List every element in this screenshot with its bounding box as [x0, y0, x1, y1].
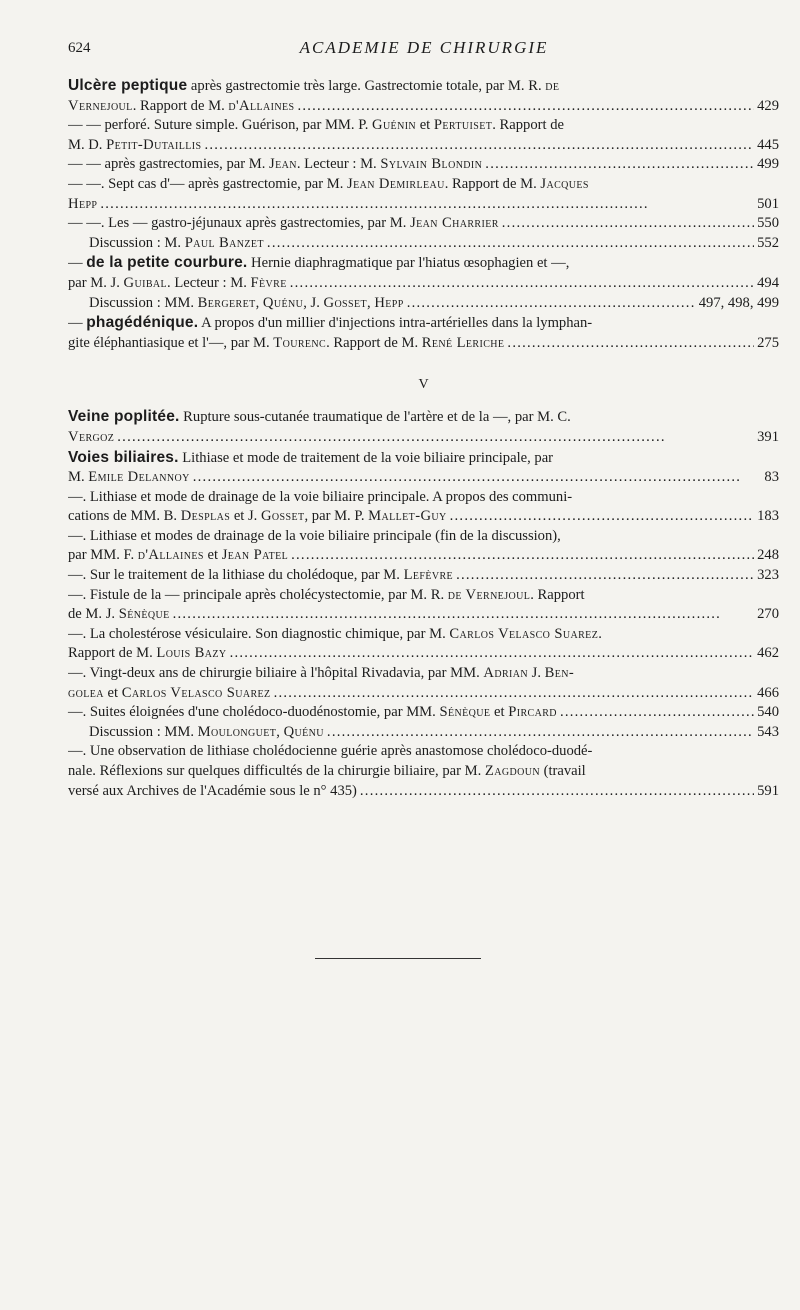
page-reference: 466 [757, 684, 779, 701]
leader-dots [485, 155, 754, 175]
author-name: Hepp [68, 195, 98, 212]
leader-dots [117, 428, 754, 448]
page-reference: 270 [757, 606, 779, 623]
author-name: Desplas [180, 508, 231, 525]
author-name: Pircard [508, 704, 557, 721]
author-name: Sénèque [439, 704, 491, 721]
author-name: Gosset [260, 508, 305, 525]
index-entry [68, 116, 779, 155]
entry-text: , par M. P. [304, 508, 369, 525]
end-rule [315, 958, 481, 959]
author-name: golea [68, 684, 104, 701]
entry-text: —. Vingt-deux ans de chirurgie biliaire à l'hôpital Rivadavia, par MM. [68, 665, 484, 682]
leader-dots [456, 566, 754, 586]
author-name: d'Allaines [228, 97, 295, 114]
author-name: Paul Banzet [184, 234, 264, 251]
index-entry [68, 625, 779, 664]
page-reference: 323 [757, 567, 779, 584]
page-reference: 429 [757, 97, 779, 114]
entry-text: . Rapport de M. [326, 334, 422, 351]
entry-text: et [416, 117, 434, 134]
index-entry [68, 407, 779, 447]
entry-text: nale. Réflexions sur quelques difficultés de la chirurgie biliaire, par M. [68, 763, 485, 779]
page-reference: 248 [757, 547, 779, 564]
page-reference: 83 [764, 469, 779, 486]
leader-dots [327, 723, 754, 743]
entry-text: —. Suites éloignées d'une cholédoco-duodénostomie, par MM. [68, 704, 440, 721]
entry-text: — — perforé. Suture simple. Guérison, par MM. P. [68, 117, 372, 134]
page-reference: 494 [757, 274, 779, 291]
entry-keyword: phagédénique. [86, 314, 199, 332]
index-entry [68, 313, 779, 353]
entry-text: Discussion : MM. [89, 723, 198, 740]
leader-dots [274, 684, 755, 704]
author-name: Guibal [123, 274, 168, 291]
author-name: Zagdoun [484, 763, 540, 779]
author-name: Vergoz [68, 428, 115, 445]
entry-text: . Rapport de M. [444, 175, 541, 192]
author-name: de [545, 78, 560, 94]
entry-text: . [598, 625, 602, 642]
entry-text: — [68, 255, 87, 272]
author-name: Bergeret [197, 294, 256, 311]
leader-dots [407, 294, 696, 314]
entry-keyword: de la petite courbure. [86, 254, 248, 272]
entry-text: gite éléphantiasique et l'—, par M. [68, 334, 274, 351]
entry-text: M. [68, 469, 89, 486]
page-reference: 543 [757, 723, 779, 740]
page-reference: 462 [757, 645, 779, 662]
leader-dots [291, 546, 754, 566]
entry-text: Rapport de M. [68, 645, 157, 662]
entry-text: Discussion : M. [89, 234, 185, 251]
entry-text: par M. J. [68, 274, 124, 291]
page-reference: 501 [757, 195, 779, 212]
running-title: ACADEMIE DE CHIRURGIE [299, 38, 549, 57]
author-name: Fèvre [250, 274, 287, 291]
entry-text: Discussion : MM. [89, 294, 198, 311]
leader-dots [204, 136, 754, 156]
index-entry [68, 703, 779, 723]
author-name: Hepp [374, 294, 404, 311]
entry-text: Lithiase et mode de traitement de la voie biliaire principale, par [178, 449, 554, 466]
page-reference: 499 [757, 156, 779, 173]
author-name: Mallet-Guy [368, 508, 447, 525]
author-name: Louis Bazy [156, 645, 227, 662]
author-name: Guénin [372, 117, 417, 134]
index-content [68, 76, 779, 801]
index-entry [68, 175, 779, 214]
entry-text: Rupture sous-cutanée traumatique de l'artère et de la —, par M. C. [179, 409, 571, 426]
author-name: Jean Charrier [410, 215, 499, 232]
entry-text: —. La cholestérose vésiculaire. Son diagnostic chimique, par M. [68, 625, 450, 642]
index-entry [89, 294, 779, 314]
entry-text: de M. J. [68, 606, 119, 623]
entry-text: , [255, 294, 263, 311]
entry-text: . Rapport de M. [132, 97, 229, 114]
entry-text: . Lecteur : M. [296, 156, 381, 173]
index-entry [68, 76, 779, 116]
index-entry [89, 234, 779, 254]
leader-dots [502, 214, 754, 234]
page-header [68, 38, 780, 62]
entry-text: , [276, 723, 284, 740]
entry-text: (travail [539, 763, 586, 779]
author-name: Vernejoul [465, 586, 531, 603]
author-name: Tourenc [273, 334, 327, 351]
author-name: d'Allaines [137, 547, 204, 564]
leader-dots [230, 644, 755, 664]
leader-dots [290, 274, 754, 294]
leader-dots [100, 195, 754, 215]
author-name: Vernejoul [68, 97, 133, 114]
index-entry [68, 664, 779, 703]
leader-dots [297, 97, 754, 117]
page-number: 624 [68, 40, 91, 56]
leader-dots [507, 334, 754, 354]
entry-text: J. [528, 665, 545, 682]
entry-text: —. Sur le traitement de la lithiase du cholédoque, par M. [68, 567, 404, 584]
author-name: Jean Patel [221, 547, 289, 564]
author-name: Lefèvre [403, 567, 454, 584]
index-entry [89, 723, 779, 743]
entry-text: et [103, 684, 122, 701]
author-name: Jacques [540, 175, 589, 192]
author-name: Jean [269, 156, 297, 173]
author-name: Petit-Dutaillis [106, 136, 202, 153]
entry-text: — —. Sept cas d'— après gastrectomie, par M. [68, 175, 348, 192]
entry-text: A propos d'un millier d'injections intra-artérielles dans la lymphan- [198, 315, 593, 332]
leader-dots [267, 234, 754, 254]
entry-keyword: Veine poplitée. [68, 408, 180, 426]
entry-text: — [68, 315, 87, 332]
author-name: Carlos Velasco Suarez [121, 684, 271, 701]
entry-text: versé aux Archives de l'Académie sous le n° 435) [68, 782, 357, 799]
entry-text: —. Une observation de lithiase cholédocienne guérie après anastomose cholédoco-duodé- [68, 743, 593, 760]
leader-dots [193, 468, 762, 488]
author-name: Pertuiset [433, 117, 493, 134]
author-name: Sénèque [118, 606, 170, 623]
page-reference: 591 [757, 782, 779, 799]
leader-dots [450, 507, 754, 527]
author-name: Emile Delannoy [88, 469, 190, 486]
entry-text: —. Fistule de la — principale après cholécystectomie, par M. R. [68, 586, 448, 603]
entry-text: après gastrectomie très large. Gastrectomie totale, par M. R. [187, 78, 546, 94]
author-name: Quénu [262, 294, 304, 311]
index-entry [68, 155, 779, 175]
page-reference: 445 [757, 136, 779, 153]
entry-keyword: Ulcère peptique [68, 77, 188, 94]
page-reference: 552 [757, 234, 779, 251]
index-entry [68, 586, 779, 625]
page-reference: 275 [757, 334, 779, 351]
page-reference: 497, 498, 499 [698, 294, 779, 311]
index-entry [68, 742, 779, 801]
author-name: Quénu [283, 723, 324, 740]
entry-text: — —. Les — gastro-jéjunaux après gastrectomies, par M. [68, 215, 411, 232]
leader-dots [173, 605, 755, 625]
entry-text: M. D. [68, 136, 107, 153]
entry-text: . Lecteur : M. [167, 274, 251, 291]
entry-text: cations de MM. B. [68, 508, 181, 525]
index-entry [68, 253, 779, 293]
leader-dots [560, 703, 754, 723]
entry-text: . Rapport [530, 586, 585, 603]
author-name: Sylvain Blondin [380, 156, 483, 173]
author-name: Ben- [544, 665, 575, 682]
entry-text: et [203, 547, 222, 564]
section-letter: V [418, 377, 429, 393]
author-name: Moulonguet [197, 723, 277, 740]
index-entry [68, 488, 779, 527]
index-entry [68, 527, 779, 566]
entry-keyword: Voies biliaires. [68, 448, 179, 466]
leader-dots [360, 782, 754, 802]
author-name: René Leriche [421, 334, 505, 351]
author-name: Jean Demirleau [347, 175, 445, 192]
index-entry [68, 566, 779, 586]
entry-text: Hernie diaphragmatique par l'hiatus œsophagien et —, [247, 255, 570, 272]
entry-text: par MM. F. [68, 547, 138, 564]
entry-text: , J. [303, 294, 324, 311]
page-reference: 550 [757, 215, 779, 232]
author-name: Adrian [483, 665, 529, 682]
entry-text: , [367, 294, 375, 311]
page-reference: 540 [757, 704, 779, 721]
entry-text: —. Lithiase et modes de drainage de la voie biliaire principale (fin de la discussion), [68, 527, 561, 544]
index-entry [68, 214, 779, 234]
page-reference: 391 [757, 428, 779, 445]
author-name: Gosset [323, 294, 368, 311]
author-name: Carlos Velasco Suarez [449, 625, 599, 642]
author-name: de [447, 586, 462, 603]
entry-text: et [490, 704, 509, 721]
entry-text: —. Lithiase et mode de drainage de la voie biliaire principale. A propos des communi- [68, 488, 573, 505]
entry-text: et J. [230, 508, 261, 525]
index-entry [68, 448, 779, 488]
entry-text: — — après gastrectomies, par M. [68, 156, 270, 173]
entry-text: . Rapport de [492, 117, 564, 134]
page-reference: 183 [757, 508, 779, 525]
